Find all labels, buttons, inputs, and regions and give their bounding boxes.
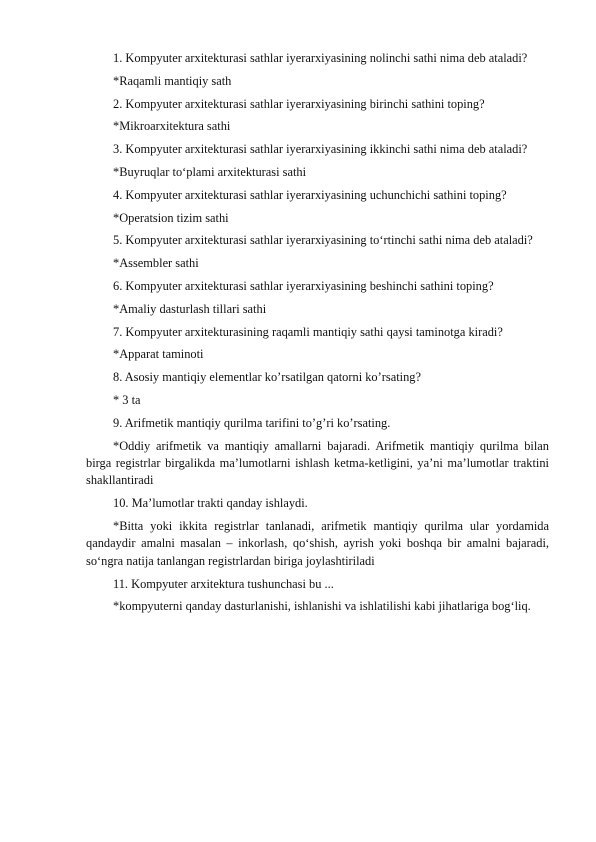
answer-2: *Mikroarxitektura sathi xyxy=(113,119,231,134)
question-10: 10. Ma’lumotlar trakti qanday ishlaydi. xyxy=(113,496,308,511)
question-11: 11. Kompyuter arxitektura tushunchasi bu ... xyxy=(113,576,334,591)
question-6: 6. Kompyuter arxitekturasi sathlar iyerarxiyasining beshinchi sathini toping? xyxy=(113,278,494,293)
answer-5: *Assembler sathi xyxy=(113,256,199,271)
answer-6: *Amaliy dasturlash tillari sathi xyxy=(113,301,267,316)
answer-11: *kompyuterni qanday dasturlanishi, ishlanishi va ishlatilishi kabi jihatlariga bog‘liq. xyxy=(113,599,531,614)
answer-9: *Oddiy arifmetik va mantiqiy amallarni bajaradi. Arifmetik mantiqiy qurilma bilan birga registrlar birgalikda ma’lumotlarni ishlash ketma-ketligini, ya’ni ma’lumotlar traktini shakllantiradi xyxy=(86,438,549,488)
question-9: 9. Arifmetik mantiqiy qurilma tarifini to’g’ri ko’rsating. xyxy=(113,415,391,430)
question-7: 7. Kompyuter arxitekturasining raqamli mantiqiy sathi qaysi taminotga kiradi? xyxy=(113,324,503,339)
answer-10: *Bitta yoki ikkita registrlar tanlanadi, arifmetik mantiqiy qurilma ular yordamida qandaydir amalni masalan – inkorlash, qo‘shish, ayrish yoki boshqa bir amalni bajaradi, so‘ngra natija tanlangan registrlardan biriga joylashtiriladi xyxy=(86,518,549,568)
document-page xyxy=(86,50,549,621)
question-5: 5. Kompyuter arxitekturasi sathlar iyerarxiyasining to‘rtinchi sathi nima deb ataladi? xyxy=(113,233,533,248)
answer-7: *Apparat taminoti xyxy=(113,347,204,362)
answer-8: * 3 ta xyxy=(113,392,141,407)
question-3: 3. Kompyuter arxitekturasi sathlar iyerarxiyasining ikkinchi sathi nima deb ataladi? xyxy=(113,142,528,157)
question-4: 4. Kompyuter arxitekturasi sathlar iyerarxiyasining uchunchichi sathini toping? xyxy=(113,187,507,202)
question-1: 1. Kompyuter arxitekturasi sathlar iyerarxiyasining nolinchi sathi nima deb ataladi? xyxy=(113,51,528,65)
answer-4: *Operatsion tizim sathi xyxy=(113,210,229,225)
answer-1: *Raqamli mantiqiy sath xyxy=(113,73,232,88)
question-2: 2. Kompyuter arxitekturasi sathlar iyerarxiyasining birinchi sathini toping? xyxy=(113,96,485,111)
answer-3: *Buyruqlar to‘plami arxitekturasi sathi xyxy=(113,164,307,179)
question-8: 8. Asosiy mantiqiy elementlar ko’rsatilgan qatorni ko’rsating? xyxy=(113,370,421,385)
